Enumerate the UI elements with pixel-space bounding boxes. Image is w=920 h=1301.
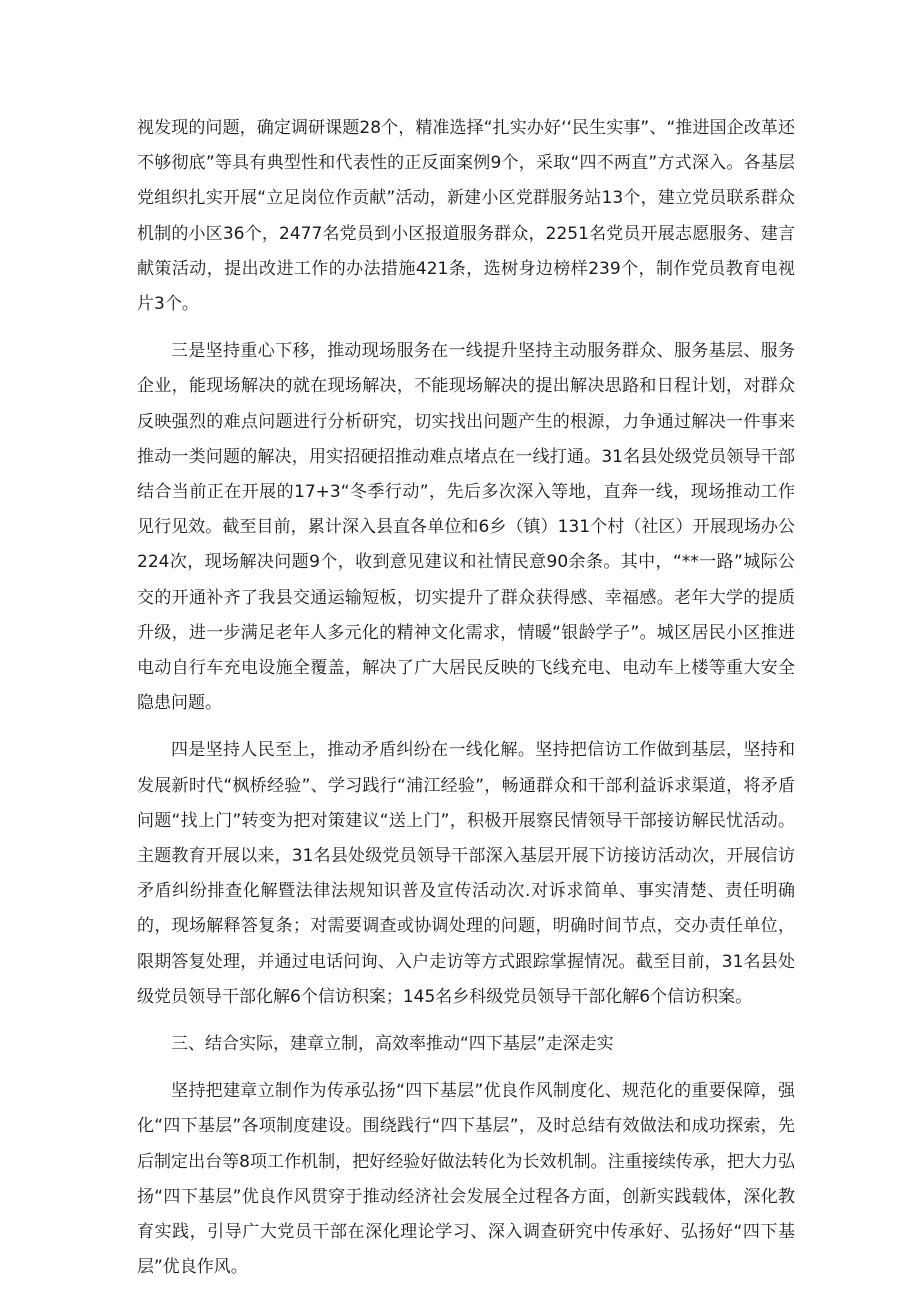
paragraph-point-three: 三是坚持重心下移，推动现场服务在一线提升坚持主动服务群众、服务基层、服务企业，能现场解决的就在现场解决，不能现场解决的提出解决思路和日程计划，对群众反映强烈的难点问题进行分析研究，切实找出问题产生的根源，力争通过解决一件事来推动一类问题的解决，用实招硬招推动难点堵点在一线打通。31名县处级党员领导干部结合当前正在开展的17+3“冬季行动”，先后多次深入等地，直奔一线，现场推动工作见行见效。截至目前，累计深入县直各单位和6乡（镇）131个村（社区）开展现场办公224次，现场解决问题9个，收到意见建议和社情民意90余条。其中，“**一路”城际公交的开通补齐了我县交通运输短板，切实提升了群众获得感、幸福感。老年大学的提质升级，进一步满足老年人多元化的精神文化需求，情暖“银龄学子”。城区居民小区推进电动自行车充电设施全覆盖，解决了广大居民反映的飞线充电、电动车上楼等重大安全隐患问题。: [137, 341, 795, 714]
section-heading-three: 三、结合实际，建章立制，高效率推动“四下基层”走深走实: [171, 1034, 614, 1055]
paragraph-institution-building: 坚持把建章立制作为传承弘扬“四下基层”优良作风制度化、规范化的重要保障，强化“四下基层”各项制度建设。围绕践行“四下基层”，及时总结有效做法和成功探索，先后制定出台等8项工作机制，把好经验好做法转化为长效机制。注重接续传承，把大力弘扬“四下基层”优良作风贯穿于推动经济社会发展全过程各方面，创新实践载体，深化教育实践，引导广大党员干部在深化理论学习、深入调查研究中传承好、弘扬好“四下基层”优良作风。: [137, 1081, 795, 1278]
paragraph-point-four: 四是坚持人民至上，推动矛盾纠纷在一线化解。坚持把信访工作做到基层，坚持和发展新时代“枫桥经验”、学习践行“浦江经验”，畅通群众和干部利益诉求渠道，将矛盾问题“找上门”转变为把对策建议“送上门”，积极开展察民情领导干部接访解民忧活动。主题教育开展以来，31名县处级党员领导干部深入基层开展下访接访活动次，开展信访矛盾纠纷排查化解暨法律法规知识普及宣传活动次.对诉求简单、事实清楚、责任明确的，现场解释答复条；对需要调查或协调处理的问题，明确时间节点，交办责任单位，限期答复处理，并通过电话问询、入户走访等方式跟踪掌握情况。截至目前，31名县处级党员领导干部化解6个信访积案；145名乡科级党员领导干部化解6个信访积案。: [137, 740, 795, 1007]
paragraph-continuation: 视发现的问题，确定调研课题28个，精准选择“扎实办好‘‘民生实事”、“推进国企改革还不够彻底”等具有典型性和代表性的正反面案例9个，采取“四不两直”方式深入。各基层党组织扎实开展“立足岗位作贡献”活动，新建小区党群服务站13个，建立党员联系群众机制的小区36个，2477名党员到小区报道服务群众，2251名党员开展志愿服务、建言献策活动，提出改进工作的办法措施421条，选树身边榜样239个，制作党员教育电视片3个。: [137, 118, 795, 315]
document-body: [137, 111, 795, 1286]
